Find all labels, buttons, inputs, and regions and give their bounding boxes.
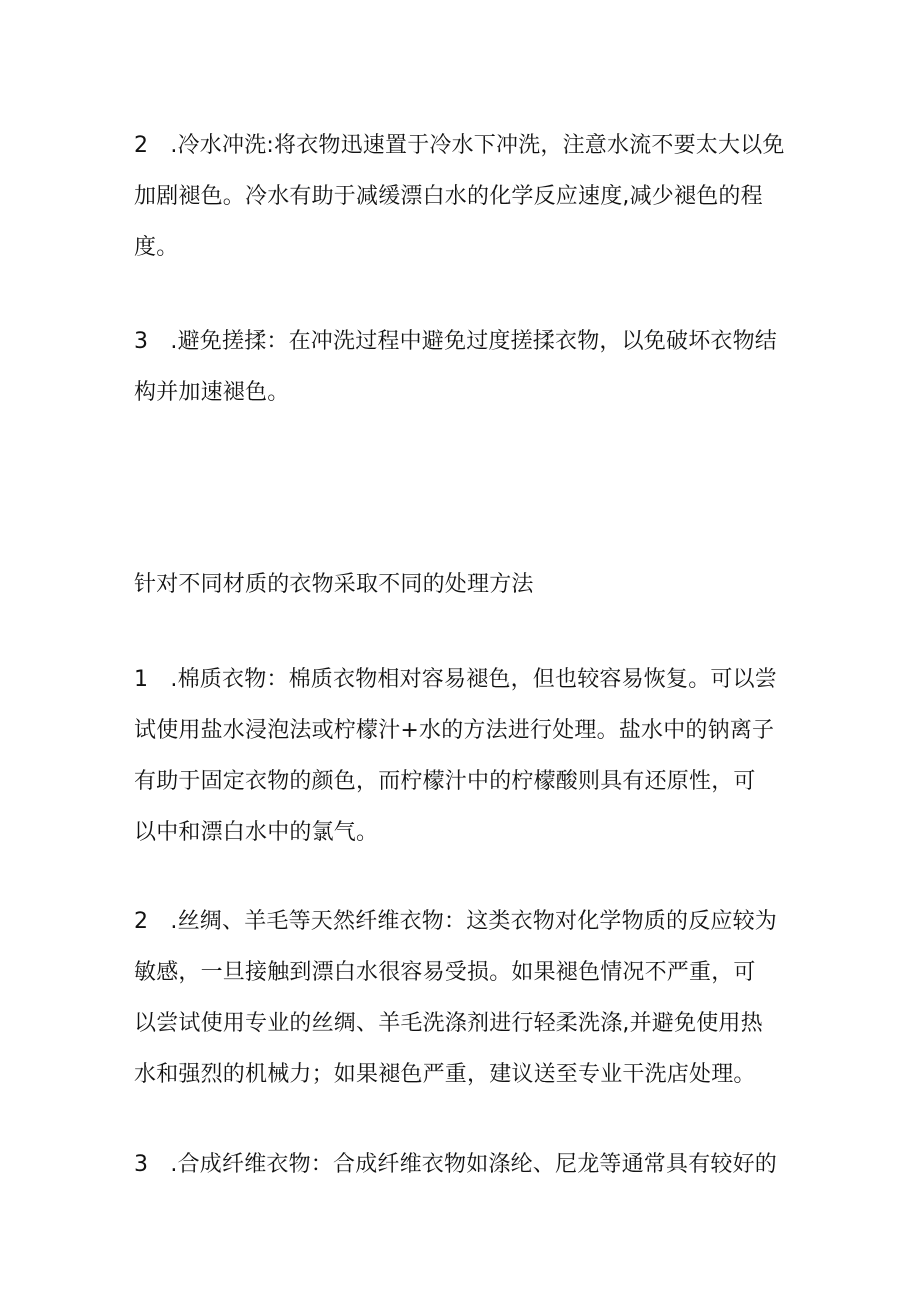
para-cotton <box>134 669 794 848</box>
text-line: 以尝试使用专业的丝绸、羊毛洗涤剂进行轻柔洗涤,并避免使用热 <box>134 1011 763 1036</box>
text-line: 1 .棉质衣物：棉质衣物相对容易褪色，但也较容易恢复。可以尝 <box>134 667 777 692</box>
para-synthetic <box>134 1154 794 1180</box>
para-avoid-rubbing <box>134 331 794 408</box>
text-line: 以中和漂白水中的氯气。 <box>134 820 379 845</box>
text-line: 有助于固定衣物的颜色，而柠檬汁中的柠檬酸则具有还原性，可 <box>134 769 756 794</box>
para-silk-wool <box>134 911 794 1090</box>
heading-text: 针对不同材质的衣物采取不同的处理方法 <box>134 572 534 597</box>
text-line: 加剧褪色。冷水有助于减缓漂白水的化学反应速度,减少褪色的程 <box>134 184 763 209</box>
text-line: 试使用盐水浸泡法或柠檬汁+水的方法进行处理。盐水中的钠离子 <box>134 718 775 743</box>
text-line: 2 .丝绸、羊毛等天然纤维衣物：这类衣物对化学物质的反应较为 <box>134 909 777 934</box>
text-line: 3 .合成纤维衣物：合成纤维衣物如涤纶、尼龙等通常具有较好的 <box>134 1152 777 1177</box>
para-cold-water-rinse <box>134 135 794 263</box>
text-line: 水和强烈的机械力；如果褪色严重，建议送至专业干洗店处理。 <box>134 1062 756 1087</box>
text-line: 度。 <box>134 235 179 260</box>
text-line: 构并加速褪色。 <box>134 380 290 405</box>
text-line: 2 .冷水冲洗:将衣物迅速置于冷水下冲洗，注意水流不要太大以免 <box>134 133 785 158</box>
text-line: 敏感，一旦接触到漂白水很容易受损。如果褪色情况不严重，可 <box>134 960 756 985</box>
section-heading <box>134 574 794 600</box>
text-line: 3 .避免搓揉：在冲洗过程中避免过度搓揉衣物，以免破坏衣物结 <box>134 329 777 354</box>
